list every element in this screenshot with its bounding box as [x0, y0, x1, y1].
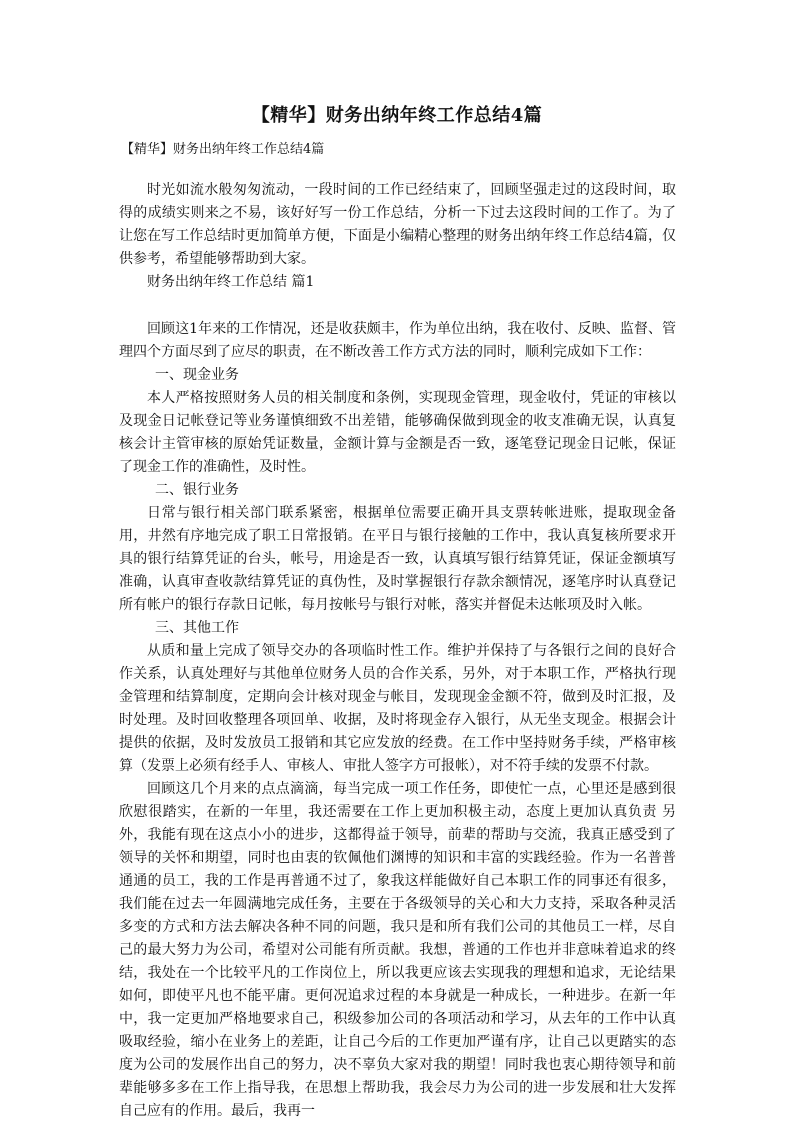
- document-subtitle: 【精华】财务出纳年终工作总结4篇: [121, 142, 325, 157]
- section-text-bank: 日常与银行相关部门联系紧密，根据单位需要正确开具支票转帐进账，提取现金备用，井然有序地完成了职工日常报销。在平日与银行接触的工作中，我认真复核所要求开具的银行结算凭证的台头，帐号，用途是否一致，认真填写银行结算凭证，保证金额填写准确，认真审查收款结算凭证的真伪性，及时掌握银行存款余额情况，逐笔序时认真登记所有帐户的银行存款日记帐，每月按帐号与银行对帐，落实并督促未达帐项及时入帐。: [119, 505, 676, 613]
- document-title: 【精华】财务出纳年终工作总结4篇: [251, 105, 543, 126]
- reflection-paragraph: 回顾这几个月来的点点滴滴，每当完成一项工作任务，即使忙一点，心里还是感到很欣慰很踏实，在新的一年里，我还需要在工作上更加积极主动，态度上更加认真负责 另外，我能有现在这点小小的进步，这都得益于领导，前辈的帮助与交流，我真正感受到了领导的关怀和期望，同时也由衷的钦佩他们渊博的知识和丰富的实践经验。作为一名普普通通的员工，我的工作是再普通不过了，象我这样能做好自己本职工作的同事还有很多，我们能在过去一年圆满地完成任务，主要在于各级领导的关心和大力支持，采取各种灵活多变的方式和方法去解决各种不同的问题，我只是和所有我们公司的其他员工一样，尽自己的最大努力为公司，希望对公司能有所贡献。我想，普通的工作也并非意味着追求的终结，我处在一个比较平凡的工作岗位上，所以我更应该去实现我的理想和追求，无论结果如何，即使平凡也不能平庸。更何况追求过程的本身就是一种成长，一种进步。在新一年中，我一定更加严格地要求自己，积级参加公司的各项活动和学习，从去年的工作中认真吸取经验，缩小在业务上的差距，让自己今后的工作更加严谨有序，让自己以更踏实的态度为公司的发展作出自己的努力，决不辜负大家对我的期望！同时我也衷心期待领导和前辈能够多多在工作上指导我，在思想上帮助我，我会尽力为公司的进一步发展和壮大发挥自己应有的作用。最后，我再一: [119, 781, 676, 1119]
- section-heading-other: 三、其他工作: [155, 620, 239, 636]
- intro-paragraph: 时光如流水般匆匆流动，一段时间的工作已经结束了，回顾坚强走过的这段时间，取得的成绩实则来之不易，该好好写一份工作总结，分析一下过去这段时间的工作了。为了让您在写工作总结时更加简单方便，下面是小编精心整理的财务出纳年终工作总结4篇，仅供参考，希望能够帮助到大家。: [119, 182, 676, 267]
- document-body: [119, 179, 676, 1123]
- section-heading-bank: 二、银行业务: [155, 482, 239, 498]
- part-heading: 财务出纳年终工作总结 篇1: [147, 274, 315, 290]
- section-text-cash: 本人严格按照财务人员的相关制度和条例，实现现金管理，现金收付，凭证的审核以及现金日记帐登记等业务谨慎细致不出差错，能够确保做到现金的收支准确无误，认真复核会计主管审核的原始凭证数量，金额计算与金额是否一致，逐笔登记现金日记帐，保证了现金工作的准确性，及时性。: [119, 390, 676, 475]
- section-heading-cash: 一、现金业务: [155, 367, 239, 383]
- section-text-other: 从质和量上完成了领导交办的各项临时性工作。维护并保持了与各银行之间的良好合作关系，认真处理好与其他单位财务人员的合作关系，另外，对于本职工作，严格执行现金管理和结算制度，定期向会计核对现金与帐目，发现现金金额不符，做到及时汇报，及时处理。及时回收整理各项回单、收据，及时将现金存入银行，从无坐支现金。根据会计提供的依据，及时发放员工报销和其它应发放的经费。在工作中坚持财务手续，严格审核算（发票上必须有经手人、审核人、审批人签字方可报帐），对不符手续的发票不付款。: [119, 643, 676, 774]
- overview-paragraph: 回顾这1年来的工作情况，还是收获颇丰，作为单位出纳，我在收付、反映、监督、管理四个方面尽到了应尽的职责，在不断改善工作方式方法的同时，顺利完成如下工作：: [119, 321, 676, 360]
